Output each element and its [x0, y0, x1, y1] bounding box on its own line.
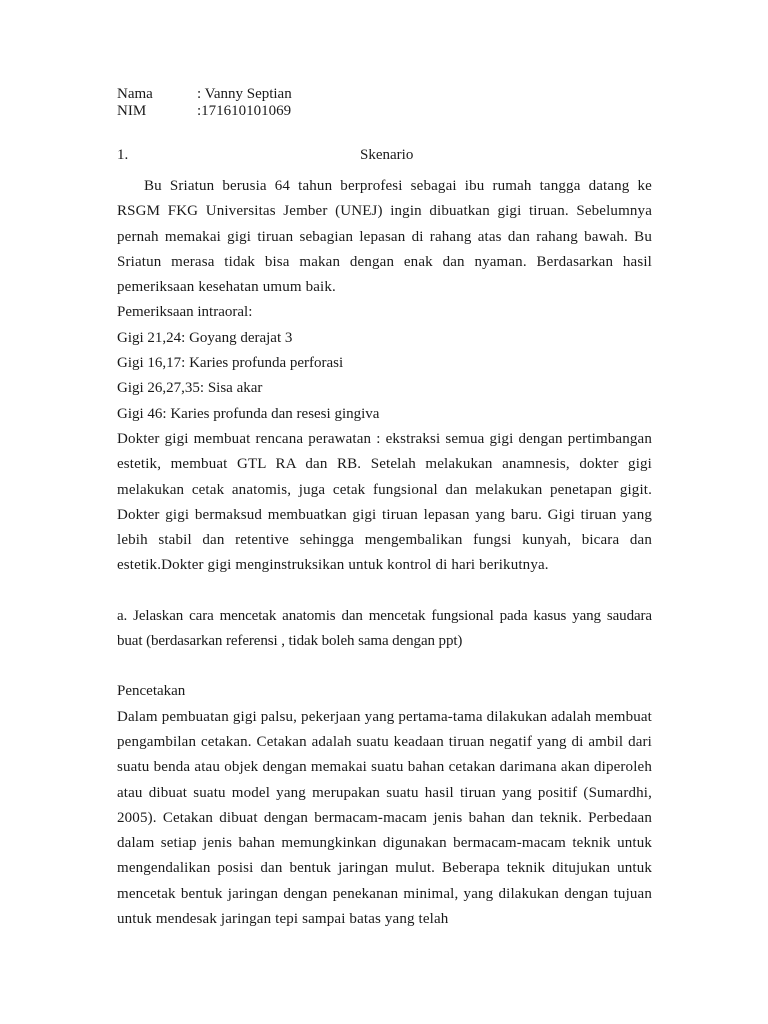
heading-number: 1. — [117, 147, 129, 163]
finding-item: Gigi 26,27,35: Sisa akar — [117, 380, 263, 397]
question-text: a. Jelaskan cara mencetak anatomis dan mencetak fungsional pada kasus yang saudara buat (berdasarkan referensi , tidak boleh sama dengan ppt) — [117, 607, 652, 650]
scenario-paragraph: Bu Sriatun berusia 64 tahun berprofesi sebagai ibu rumah tangga datang ke RSGM FKG Universitas Jember (UNEJ) ingin dibuatkan gigi tiruan. Sebelumnya pernah memakai gigi tiruan sebagian lepasan di rahang atas dan rahang bawah. Bu Sriatun merasa tidak bisa makan dengan enak dan nyaman. Berdasarkan hasil pemeriksaan kesehatan umum baik. — [117, 178, 652, 296]
subsection-paragraph: Dalam pembuatan gigi palsu, pekerjaan yang pertama-tama dilakukan adalah membuat pengambilan cetakan. Cetakan adalah suatu keadaan tiruan negatif yang di ambil dari suatu benda atau objek dengan memakai suatu bahan cetakan darimana akan diperoleh atau dibuat suatu model yang merupakan suatu hasil tiruan yang positif (Sumardhi, 2005). Cetakan dibuat dengan bermacam-macam jenis bahan dan teknik. Perbedaan dalam setiap jenis bahan memungkinkan digunakan bermacam-macam teknik untuk mengendalikan posisi dan bentuk jaringan mulut. Beberapa teknik ditujukan untuk mencetak bentuk jaringan dengan penekanan minimal, yang dilakukan dengan tujuan untuk mendesak jaringan tepi sampai batas yang telah — [117, 708, 652, 928]
name-label: Nama — [117, 86, 153, 102]
finding-item: Gigi 46: Karies profunda dan resesi gingiva — [117, 405, 380, 422]
heading-title: Skenario — [360, 147, 414, 163]
nim-value: :171610101069 — [197, 103, 292, 119]
nim-row — [117, 103, 652, 120]
finding-item: Gigi 21,24: Goyang derajat 3 — [117, 329, 293, 346]
treatment-plan-paragraph: Dokter gigi membuat rencana perawatan : ekstraksi semua gigi dengan pertimbangan estetik, membuat GTL RA dan RB. Setelah melakukan anamnesis, dokter gigi melakukan cetak anatomis, juga cetak fungsional dan melakukan penetapan gigit. Dokter gigi bermaksud membuatkan gigi tiruan lepasan yang baru. Gigi tiruan yang lebih stabil dan retentive sehingga mengembalikan fungsi kunyah, bicara dan estetik.Dokter gigi menginstruksikan untuk kontrol di hari berikutnya. — [117, 430, 652, 574]
document-body — [117, 86, 652, 932]
exam-title: Pemeriksaan intraoral: — [117, 304, 253, 321]
nim-label: NIM — [117, 103, 147, 119]
subsection-title: Pencetakan — [117, 683, 186, 700]
name-value: : Vanny Septian — [197, 86, 292, 102]
finding-item: Gigi 16,17: Karies profunda perforasi — [117, 355, 344, 372]
name-row — [117, 86, 652, 103]
section-heading — [117, 145, 652, 165]
